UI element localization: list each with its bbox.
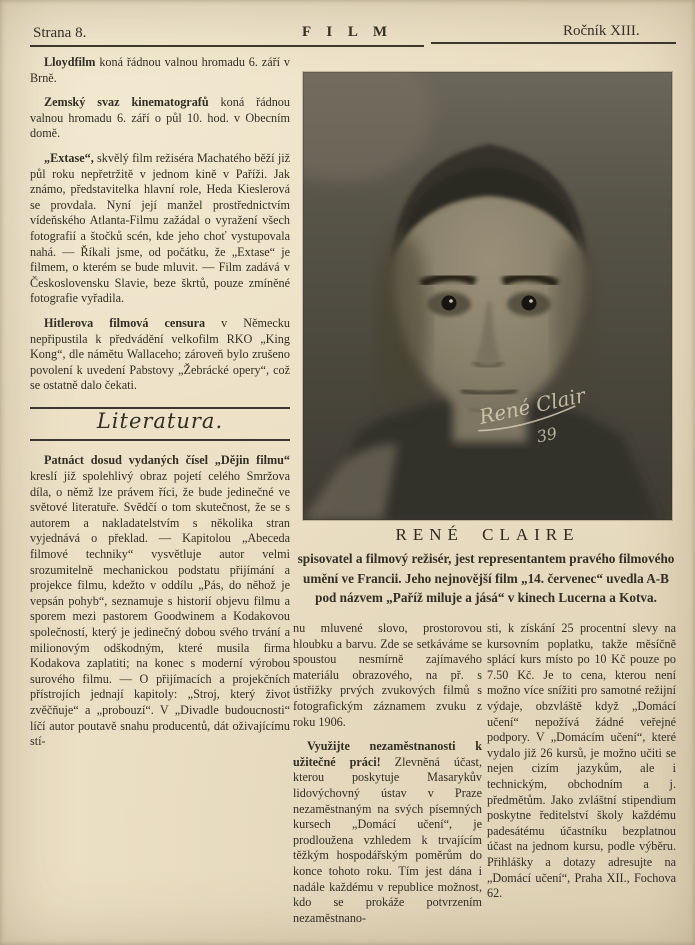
news-lead: Lloydfilm: [44, 55, 96, 69]
news-text: v Německu nepřipustila k předvádění velkofilm RKO „King Kong“, dle námětu Wallaceho; zároveň bylo zrušeno povolení k uvedení Pabstovy „Žebrácké opery“, což se ostatně dalo čekati.: [30, 315, 290, 393]
news-item-extase: [30, 151, 290, 307]
news-text: sti, k získání 25 procentní slevy na kursovním poplatku, takže měsíčně splácí kurs místo po 10 Kč pouze po 7.50 Kč. Je to cena, kterou není možno více snížiti pro samotné režijní výdaje, obzvláště když „Domácí učení“ nepožívá žádné veřejné podpory. V „Domácím učení“, které vydalo již 26 kursů, je možno učiti se nejen cizím jazykům, ale i technickým, obchodním a j. předmětům. Jako zvláštní stipendium poskytne ředitelství školy každému padesátému účastníku bezplatnou účast na jednom kursu, podle výběru. Přihlášky a dotazy adresujte na „Domácí učení“, Praha XII., Fochova 62.: [487, 621, 676, 901]
header-rule-right: [431, 42, 676, 44]
caption-text: [293, 549, 679, 608]
signature-name-text: René Clair: [477, 383, 588, 429]
news-lead: Využijte nezaměstnanosti k užitečné práci!: [293, 739, 482, 769]
news-text: Zlevněná účast, kterou poskytuje Masarykův lidovýchovný ústav v Praze nezaměstnaným na svých písemných kursech „Domácí učení“, je prodloužena vzhledem k trvajícím těžkým hospodářským poměrům do konce tohoto roku. Tím jest dána i nadále každému v republice možnost, kdo se prokáže potvrzením nezaměstnano-: [293, 754, 482, 925]
article-text: kreslí již spolehlivý obraz pojetí celého Smržova díla, o němž lze právem říci, že bude jedinečné ve světové literatuře. Svědčí o tom skutečnost, že se s autorem a nakladatelstvím s několika stran vyjednává o překlad. — Kapitolou „Abeceda filmové techniky“ vysvětluje autor velmi srozumitelně mechanickou podstatu přijímání a projekce filmu, kdežto v oddílu „Pás, do něhož je vepsán pohyb“, seznamuje s historií objevu filmu a sporem mezi pastorem Goodwinem a Kodakovou společností, který je jedinečný dobou svého trvání a milionovým odškodným, které musila firma Kodakova zaplatiti; na konec s moderní výrobou surového filmu. — O přijímacích a projekčních přístrojích jednají kapitoly: „Stroj, který život zvěčňuje“ a „probouzí“. V „Divadle budoucnosti“ líčí autor poutavě snahu producentů, dát oživajícímu stí-: [30, 469, 290, 749]
caption-line: spisovatel a filmový režisér, jest representantem pravého filmového: [297, 551, 675, 566]
section-heading-literatura: [30, 407, 290, 442]
signature-year-text: 39: [534, 423, 559, 447]
news-lead: Zemský svaz kinematografů: [44, 95, 209, 110]
news-item-nezamestnanost: [293, 739, 482, 926]
right-column: [487, 621, 676, 911]
article-continuation: [293, 621, 482, 730]
article-lead: Patnáct dosud vydaných čísel „Dějin filmu“: [44, 453, 290, 468]
middle-column: [293, 621, 482, 935]
news-text: skvělý film režiséra Machatého běží již půl roku nepřetržitě v jednom kině v Paříži. Jak známo, představitelka hlavní role, Heda Kieslerová se provdala. Nyní její manžel prostřednictvím vídeňského Atlanta-Filmu zažádal o vyražení všech fotografií a štočků scén, kde jeho choť vystupovala nahá. — Říkali jsme, od počátku, že „Extase“ je filmem, o kterém se bude mluvit. — Film zadává v Československu Slavie, beze škrtů, pouze zmíněné fotografie vyřadila.: [30, 150, 290, 306]
caption-line: umění ve Francii. Jeho nejnovější film „14. červenec“ uvedla A-B: [303, 570, 669, 586]
news-item-censura: [30, 316, 290, 394]
news-text: koná řádnou valnou hromadu 6. září v Brně.: [30, 55, 290, 85]
news-item-lloydfilm: [30, 55, 290, 86]
article-text: nu mluvené slovo, prostorovou hloubku a barvu. Zde se setkáváme se spoustou nesmírně zajímavého materiálu obrazového, na př. s ústřižky prvých zvukových filmů s fotografickým záznamem zvuku z roku 1906.: [293, 621, 482, 729]
caption-name: RENÉ CLAIRE: [395, 525, 580, 544]
magazine-title: F I L M: [301, 24, 394, 40]
news-lead: „Extase“,: [44, 150, 94, 165]
page-number: Strana 8.: [33, 25, 87, 41]
section-heading-text: Literatura.: [96, 408, 224, 433]
left-column: [30, 55, 290, 759]
caption-line: pod názvem „Paříž miluje a jásá“ v kinech Lucerna a Kotva.: [315, 590, 657, 605]
news-item-zemsky-svaz: [30, 95, 290, 142]
portrait-photo-image: [303, 72, 672, 520]
portrait-photo: [303, 72, 672, 520]
news-item-continuation: [487, 621, 676, 902]
news-text: koná řádnou valnou hromadu 6. září o půl 10. hod. v Obecním domě.: [30, 95, 290, 141]
volume-label: Ročník XIII.: [563, 23, 640, 39]
literatura-article: [30, 453, 290, 749]
header-rule-left: [30, 45, 424, 47]
news-lead: Hitlerova filmová censura: [44, 315, 206, 330]
